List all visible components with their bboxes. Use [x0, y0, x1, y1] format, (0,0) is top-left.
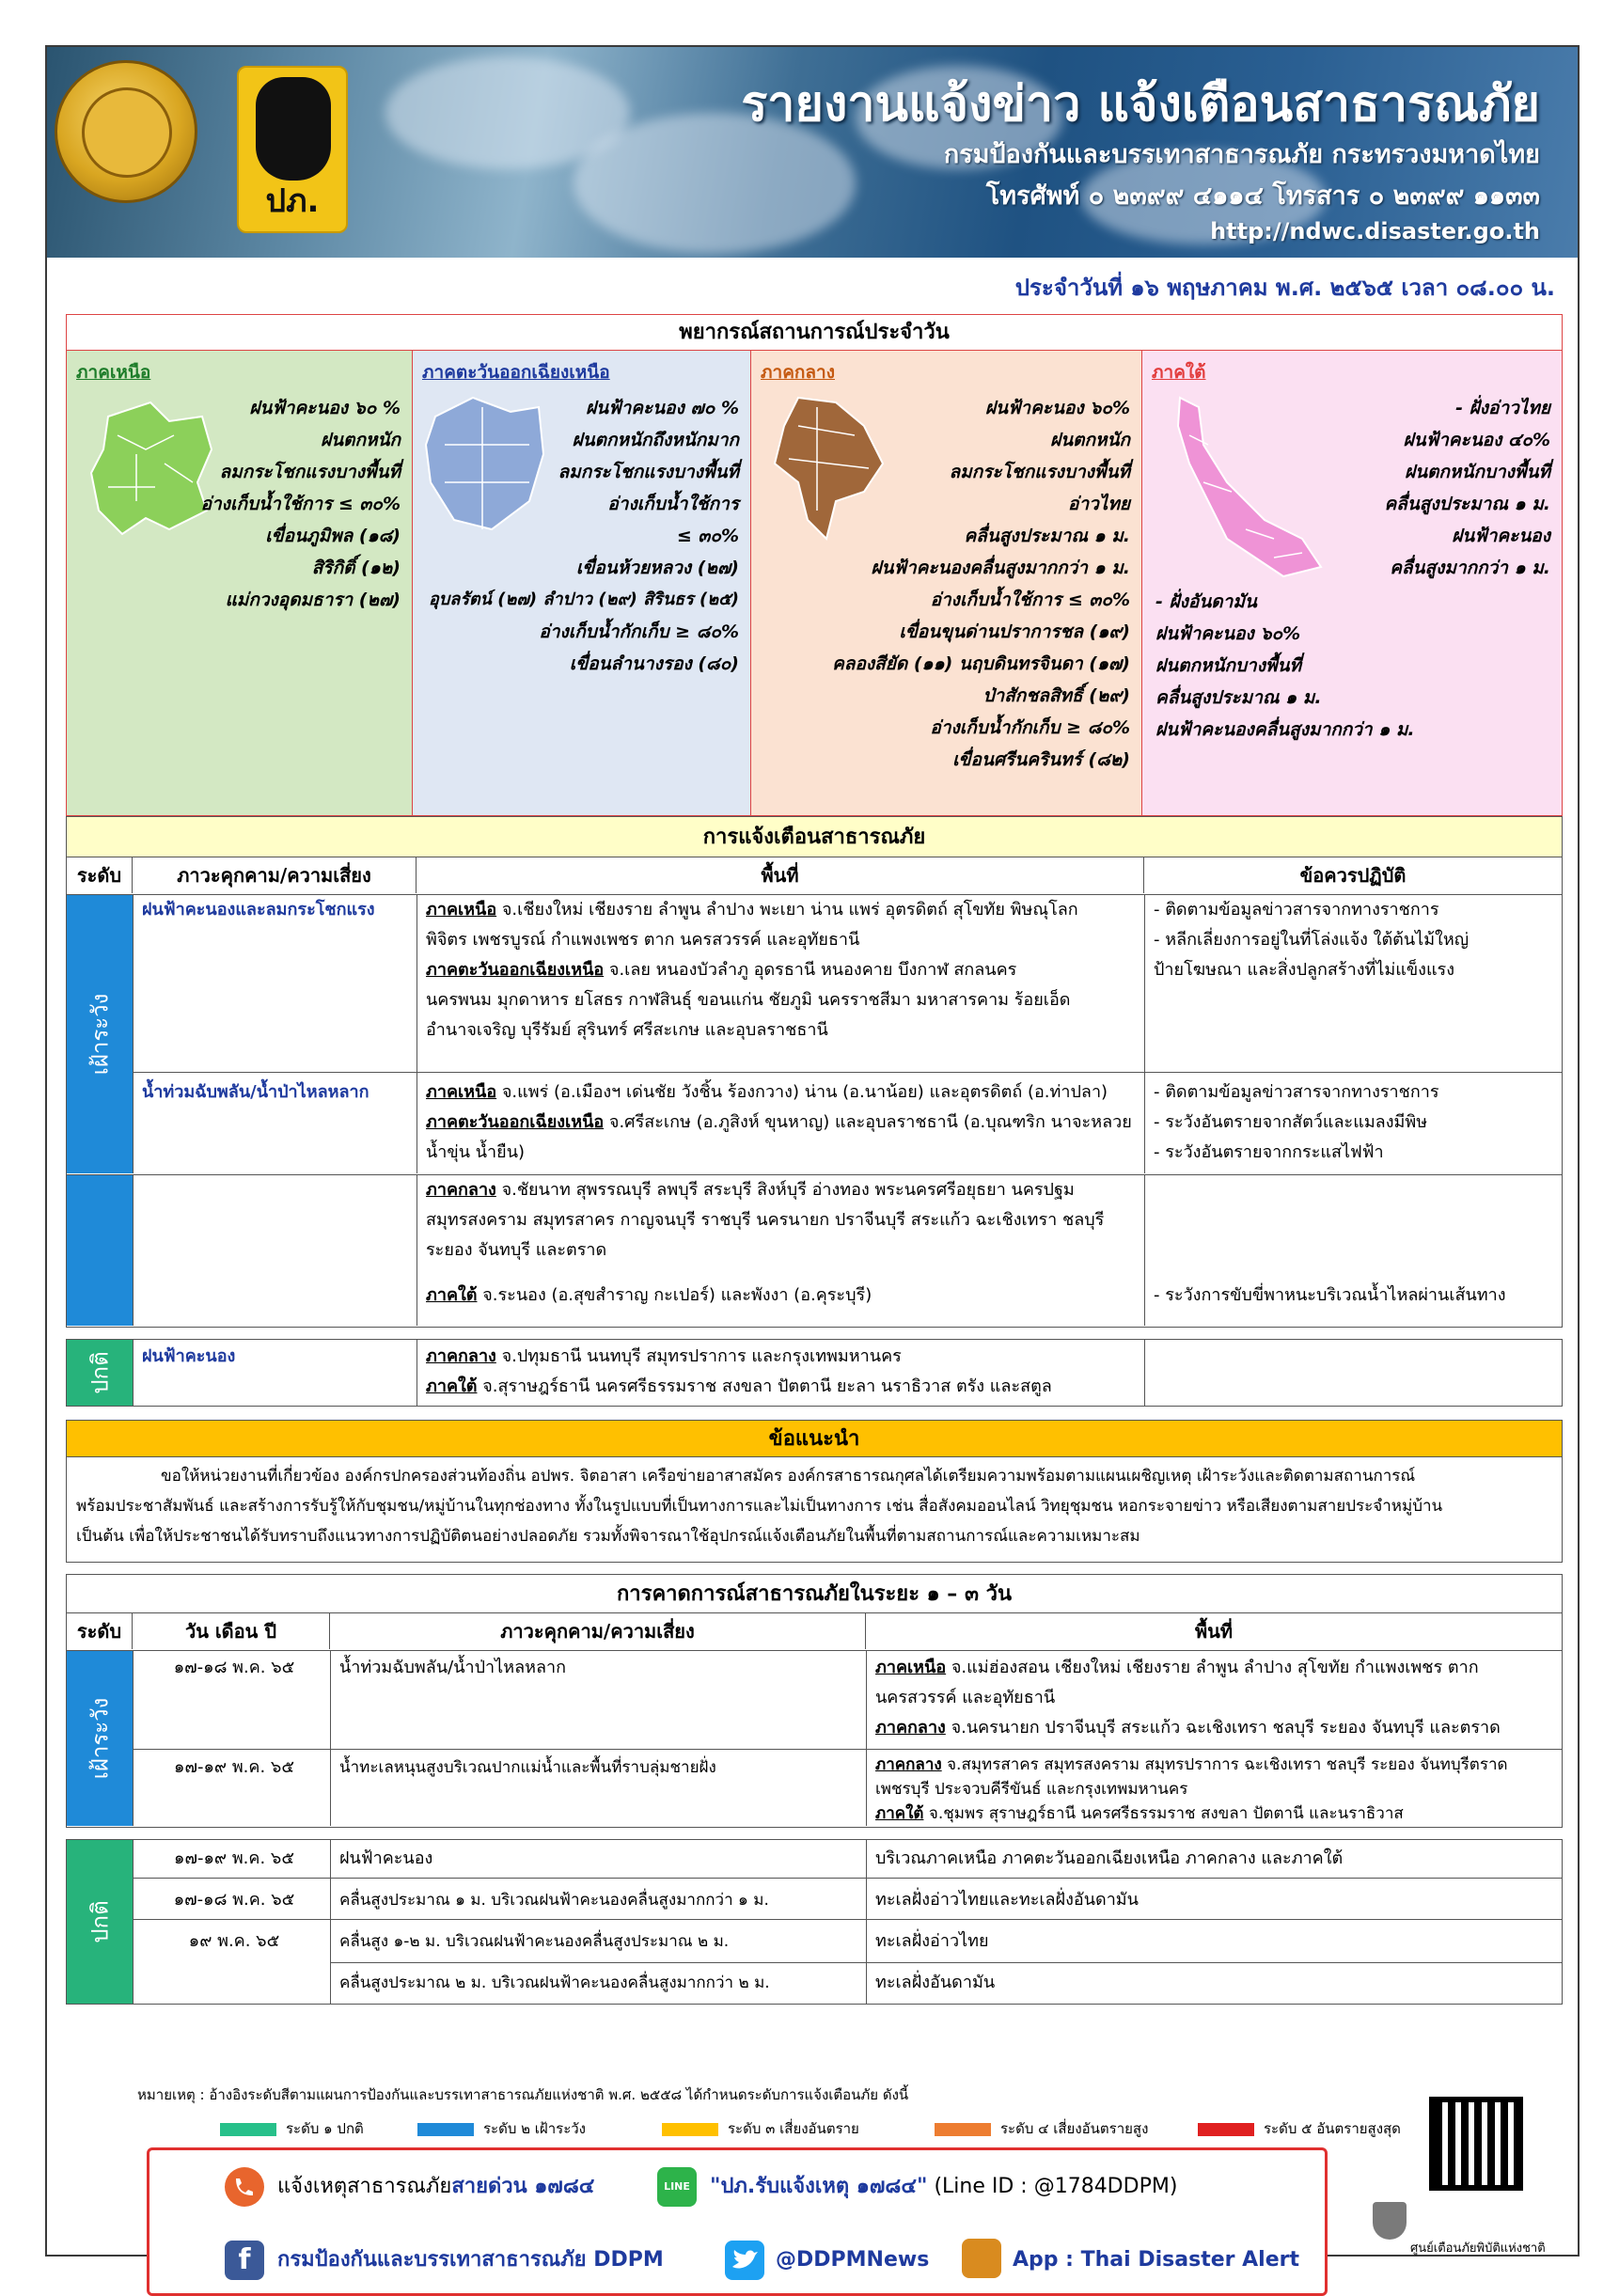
level3-label: ระดับ ๓ เสี่ยงอันตราย — [728, 2120, 859, 2137]
level2-label: ระดับ ๒ เฝ้าระวัง — [483, 2120, 586, 2137]
outlook-normal-area-3: ทะเลฝั่งอ่าวไทย — [875, 1931, 989, 1951]
level1-label: ระดับ ๑ ปกติ — [286, 2120, 364, 2137]
hazard-storm: ฝนฟ้าคะนองและลมกระโชกแรง — [142, 900, 375, 920]
region-north: ภาคเหนือ ฝนฟ้าคะนอง ๖๐ % ฝนตกหนัก ลมกระโชกแรงบางพื้นที่ อ่างเก็บน้ำใช้การ ≤ ๓๐% เขื่อนภูมิพล (๑๘) สิริกิติ์ (๑๒) แม่กวงอุดมธารา (๒๗) — [67, 351, 413, 815]
outlook-normal-level: ปกติ — [67, 1840, 133, 2004]
outlook-area-2: ภาคกลาง จ.สมุทรสาคร สมุทรสงคราม สมุทรปราการ ฉะเชิงเทรา ชลบุรี ระยอง จันทบุรีตราด เพชรบุรี ประจวบคีรีขันธ์ และกรุงเทพมหานคร ภาคใต้ จ.ชุมพร สุราษฎร์ธานี นครศรีธรรมราช สงขลา ปัตตานี และนราธิวาส — [875, 1755, 1508, 1823]
facebook-link[interactable]: กรมป้องกันและบรรเทาสาธารณภัย DDPM — [277, 2248, 664, 2272]
outlook-normal-date-2: ๑๗-๑๘ พ.ค. ๖๕ — [173, 1890, 295, 1910]
central-forecast-lines: ฝนฟ้าคะนอง ๖๐% ฝนตกหนัก ลมกระโชกแรงบางพื้นที่ อ่าวไทย คลื่นสูงประมาณ ๑ ม. ฝนฟ้าคะนองคลื่นสูงมากกว่า ๑ ม. อ่างเก็บน้ำใช้การ ≤ ๓๐% เขื่อนขุนด่านปราการชล (๑๙) คลองสียัด (๑๑) นฤบดินทรจินดา (๑๗) ป่าสักชลสิทธิ์ (๒๙) อ่างเก็บน้ำกักเก็บ ≥ ๘๐% เขื่อนศรีนครินทร์ (๘๒) — [832, 398, 1130, 770]
level5-label: ระดับ ๕ อันตรายสูงสุด — [1264, 2120, 1401, 2137]
outlook-normal-area-4: ทะเลฝั่งอันดามัน — [875, 1973, 996, 1992]
south-gulf-lines: - ฝั่งอ่าวไทย ฝนฟ้าคะนอง ๔๐% ฝนตกหนักบางพื้นที่ คลื่นสูงประมาณ ๑ ม. ฝนฟ้าคะนอง คลื่นสูงมากกว่า ๑ ม. — [1384, 398, 1550, 578]
hazard-flash-flood: น้ำท่วมฉับพลัน/น้ำป่าไหลหลาก — [142, 1082, 369, 1102]
actions-flash-flood-cont: - ระวังการขับขี่พาหนะบริเวณน้ำไหลผ่านเส้นทาง — [1154, 1285, 1506, 1305]
warning-watch-block — [66, 895, 1563, 1175]
outlook-title: การคาดการณ์สาธารณภัยในระยะ ๑ – ๓ วัน — [66, 1574, 1563, 1613]
outlook-header-row: ระดับ วัน เดือน ปี ภาวะคุกคาม/ความเสี่ยง พื้นที่ — [66, 1613, 1563, 1651]
hotline-text[interactable]: แจ้งเหตุสาธารณภัยสายด่วน ๑๗๘๔ — [277, 2175, 595, 2198]
normal-level-cell: ปกติ — [67, 1340, 133, 1406]
level2-swatch — [417, 2123, 474, 2136]
outlook-watch-block — [66, 1651, 1563, 1828]
department-name: กรมป้องกันและบรรเทาสาธารณภัย กระทรวงมหาดไทย — [943, 140, 1540, 169]
level3-swatch — [662, 2123, 718, 2136]
region-central: ภาคกลาง ฝนฟ้าคะนอง ๖๐% ฝนตกหนัก ลมกระโชกแรงบางพื้นที่ อ่าวไทย คลื่นสูงประมาณ ๑ ม. ฝนฟ้าคะนองคลื่นสูงมากกว่า ๑ ม. อ่างเก็บน้ำใช้การ ≤ ๓๐% เขื่อนขุนด่านปราการชล (๑๙) คลองสียัด (๑๑) นฤบดินทรจินดา (๑๗) ป่าสักชลสิทธิ์ (๒๙) อ่างเก็บน้ำกักเก็บ ≥ ๘๐% เขื่อนศรีนครินทร์ (๘๒) — [751, 351, 1142, 815]
outlook-watch-level: เฝ้าระวัง — [67, 1651, 133, 1826]
area-flash-flood-south: ภาคใต้ จ.ระนอง (อ.สุขสำราญ กะเปอร์) และพังงา (อ.คุระบุรี) — [426, 1285, 872, 1305]
header-banner — [47, 47, 1578, 258]
phone-icon — [225, 2167, 264, 2207]
bulletin-title: รายงานแจ้งข่าว แจ้งเตือนสาธารณภัย — [741, 76, 1540, 133]
area-flash-flood: ภาคเหนือ จ.แพร่ (อ.เมืองฯ เด่นชัย วังชิ้น ร้องกวาง) น่าน (อ.นาน้อย) และอุตรดิตถ์ (อ.ท่าปลา) ภาคตะวันออกเฉียงเหนือ จ.ศรีสะเกษ (อ.ภูสิงห์ ขุนหาญ) และอุบลราชธานี (อ.บุณฑริก นาจะหลวย น้ำขุ่น น้ำยืน) — [426, 1082, 1132, 1162]
north-forecast-lines: ฝนฟ้าคะนอง ๖๐ % ฝนตกหนัก ลมกระโชกแรงบางพื้นที่ อ่างเก็บน้ำใช้การ ≤ ๓๐% เขื่อนภูมิพล (๑๘) สิริกิติ์ (๑๒) แม่กวงอุดมธารา (๒๗) — [200, 398, 401, 610]
outlook-normal-date-3: ๑๙ พ.ค. ๖๕ — [188, 1931, 280, 1951]
advice-section — [66, 1420, 1563, 1563]
website-url[interactable]: http://ndwc.disaster.go.th — [1210, 218, 1540, 244]
line-icon: LINE — [657, 2167, 697, 2207]
outlook-date-1: ๑๗-๑๘ พ.ค. ๖๕ — [173, 1658, 295, 1677]
watch-level-cell: เฝ้าระวัง — [67, 895, 133, 1173]
qr-code[interactable] — [1429, 2097, 1523, 2191]
outlook-hazard-2: น้ำทะเลหนุนสูงบริเวณปากแม่น้ำและพื้นที่ราบลุ่มชายฝั่ง — [339, 1758, 716, 1777]
area-normal-storm: ภาคกลาง จ.ปทุมธานี นนทบุรี สมุทรปราการ และกรุงเทพมหานคร ภาคใต้ จ.สุราษฎร์ธานี นครศรีธรรมราช สงขลา ปัตตานี ยะลา นราธิวาส ตรัง และสตูล — [426, 1346, 1052, 1396]
legend-items — [220, 2117, 1442, 2140]
warning-normal-block — [66, 1339, 1563, 1407]
outlook-area-1: ภาคเหนือ จ.แม่ฮ่องสอน เชียงใหม่ เชียงราย ลำพูน ลำปาง สุโขทัย กำแพงเพชร ตาก นครสวรรค์ และอุทัยธานี ภาคกลาง จ.นครนายก ปราจีนบุรี สระแก้ว ฉะเชิงเทรา ชลบุรี ระยอง จันทบุรี และตราด — [875, 1658, 1501, 1738]
region-northeast: ภาคตะวันออกเฉียงเหนือ ฝนฟ้าคะนอง ๗๐ % ฝนตกหนักถึงหนักมาก ลมกระโชกแรงบางพื้นที่ อ่างเก็บน้ำใช้การ ≤ ๓๐% เขื่อนห้วยหลวง (๒๗) อุบลรัตน์ (๒๗) ลำปาว (๒๙) สิรินธร (๒๕) อ่างเก็บน้ำกักเก็บ ≥ ๘๐% เขื่อนลำนางรอง (๘๐) — [413, 351, 751, 815]
app-name[interactable]: App : Thai Disaster Alert — [1013, 2248, 1299, 2272]
issue-date: ประจำวันที่ ๑๖ พฤษภาคม พ.ศ. ๒๕๖๕ เวลา ๐๘.๐๐ น. — [1014, 275, 1555, 301]
ndwc-logo — [1373, 2202, 1407, 2240]
warning-section — [66, 816, 1563, 1175]
line-contact[interactable]: "ปภ.รับแจ้งเหตุ ๑๗๘๔" (Line ID : @1784DDPM) — [710, 2175, 1178, 2198]
forecast-title: พยากรณ์สถานการณ์ประจำวัน — [67, 315, 1562, 351]
hazard-normal-storm: ฝนฟ้าคะนอง — [142, 1346, 236, 1366]
outlook-normal-area-2: ทะเลฝั่งอ่าวไทยและทะเลฝั่งอันดามัน — [875, 1890, 1139, 1910]
twitter-icon — [725, 2241, 764, 2280]
daily-forecast — [66, 314, 1563, 816]
level1-swatch — [220, 2123, 276, 2136]
south-map — [1161, 388, 1330, 586]
outlook-normal-hazard-3: คลื่นสูง ๑-๒ ม. บริเวณฝนฟ้าคะนองคลื่นสูงประมาณ ๒ ม. — [339, 1932, 730, 1951]
warning-watch-cont — [66, 1175, 1563, 1328]
level4-label: ระดับ ๔ เสี่ยงอันตรายสูง — [1000, 2120, 1149, 2137]
advice-title: ข้อแนะนำ — [66, 1420, 1563, 1457]
warning-title: การแจ้งเตือนสาธารณภัย — [66, 816, 1563, 857]
advice-body: ขอให้หน่วยงานที่เกี่ยวข้อง องค์กรปกครองส่วนท้องถิ่น อปพร. จิตอาสา เครือข่ายอาสาสมัคร องค์กรสาธารณกุศลได้เตรียมความพร้อมตามแผนเผชิญเหตุ เฝ้าระวังและติดตามสถานการณ์ พร้อมประชาสัมพันธ์ และสร้างการรับรู้ให้กับชุมชน/หมู่บ้านในทุกช่องทาง ทั้งในรูปแบบที่เป็นทางการและไม่เป็นทางการ เช่น สื่อสังคมออนไลน์ วิทยุชุมชน หอกระจายข่าว หรือเสียงตามสายประจำหมู่บ้าน เป็นต้น เพื่อให้ประชาชนได้รับทราบถึงแนวทางการปฏิบัติตนอย่างปลอดภัย รวมทั้งพิจารณาใช้อุปกรณ์แจ้งเตือนภัยในพื้นที่ตามสถานการณ์และความเหมาะสม — [66, 1457, 1563, 1563]
area-storm: ภาคเหนือ จ.เชียงใหม่ เชียงราย ลำพูน ลำปาง พะเยา น่าน แพร่ อุตรดิตถ์ สุโขทัย พิษณุโลก พิจิตร เพชรบูรณ์ กำแพงเพชร ตาก นครสวรรค์ และอุทัยธานี ภาคตะวันออกเฉียงเหนือ จ.เลย หนองบัวลำภู อุดรธานี หนองคาย บึงกาฬ สกลนคร นครพนม มุกดาหาร ยโสธร กาฬสินธุ์ ขอนแก่น ชัยภูมิ นครราชสีมา มหาสารคาม ร้อยเอ็ด อำนาจเจริญ บุรีรัมย์ สุรินทร์ ศรีสะเกษ และอุบลราชธานี — [426, 900, 1078, 1040]
contact-box — [147, 2147, 1328, 2296]
northeast-forecast-lines: ฝนฟ้าคะนอง ๗๐ % ฝนตกหนักถึงหนักมาก ลมกระโชกแรงบางพื้นที่ อ่างเก็บน้ำใช้การ ≤ ๓๐% เขื่อนห้วยหลวง (๒๗) อุบลรัตน์ (๒๗) ลำปาว (๒๙) สิรินธร (๒๕) อ่างเก็บน้ำกักเก็บ ≥ ๘๐% เขื่อนลำนางรอง (๘๐) — [429, 398, 739, 674]
interior-ministry-emblem — [55, 60, 197, 203]
ndwc-name: ศูนย์เตือนภัยพิบัติแห่งชาติ — [1410, 2241, 1546, 2256]
actions-flash-flood: - ติดตามข้อมูลข่าวสารจากทางราชการ - ระวังอันตรายจากสัตว์และแมลงมีพิษ - ระวังอันตรายจากกระแสไฟฟ้า — [1154, 1082, 1439, 1162]
region-south: ภาคใต้ - ฝั่งอ่าวไทย ฝนฟ้าคะนอง ๔๐% ฝนตกหนักบางพื้นที่ คลื่นสูงประมาณ ๑ ม. ฝนฟ้าคะนอง คลื่นสูงมากกว่า ๑ ม. - ฝั่งอันดามัน ฝนฟ้าคะนอง ๖๐% ฝนตกหนักบางพื้นที่ คลื่นสูงประมาณ ๑ ม. ฝนฟ้าคะนองคลื่นสูงมากกว่า ๑ ม. — [1142, 351, 1562, 815]
outlook-normal-hazard-2: คลื่นสูงประมาณ ๑ ม. บริเวณฝนฟ้าคะนองคลื่นสูงมากกว่า ๑ ม. — [339, 1891, 769, 1910]
warning-header-row: ระดับ ภาวะคุกคาม/ความเสี่ยง พื้นที่ ข้อควรปฏิบัติ — [66, 857, 1563, 895]
phone-fax: โทรศัพท์ ๐ ๒๓๙๙ ๔๑๑๔ โทรสาร ๐ ๒๓๙๙ ๑๑๓๓ — [985, 181, 1540, 211]
level5-swatch — [1198, 2123, 1254, 2136]
level4-swatch — [935, 2123, 991, 2136]
ddpm-logo: ปภ. — [237, 66, 348, 233]
outlook-normal-date-1: ๑๗-๑๙ พ.ค. ๖๕ — [174, 1848, 294, 1868]
outlook-date-2: ๑๗-๑๙ พ.ค. ๖๕ — [174, 1757, 294, 1777]
actions-storm: - ติดตามข้อมูลข่าวสารจากทางราชการ - หลีกเลี่ยงการอยู่ในที่โล่งแจ้ง ใต้ต้นไม้ใหญ่ ป้ายโฆษณา และสิ่งปลูกสร้างที่ไม่แข็งแรง — [1154, 900, 1470, 980]
legend-note: หมายเหตุ : อ้างอิงระดับสีตามแผนการป้องกันและบรรเทาสาธารณภัยแห่งชาติ พ.ศ. ๒๕๕๘ ได้กำหนดระดับการแจ้งเตือนภัย ดังนี้ — [137, 2086, 909, 2103]
outlook-section — [66, 1574, 1563, 2005]
south-andaman-lines: - ฝั่งอันดามัน ฝนฟ้าคะนอง ๖๐% ฝนตกหนักบางพื้นที่ คลื่นสูงประมาณ ๑ ม. ฝนฟ้าคะนองคลื่นสูงมากกว่า ๑ ม. — [1155, 591, 1415, 740]
twitter-handle[interactable]: @DDPMNews — [776, 2248, 930, 2272]
bulletin-page — [45, 45, 1580, 2257]
facebook-icon: f — [225, 2241, 264, 2280]
area-storm-central: ภาคกลาง จ.ชัยนาท สุพรรณบุรี ลพบุรี สระบุรี สิงห์บุรี อ่างทอง พระนครศรีอยุธยา นครปฐม สมุทรสงคราม สมุทรสาคร กาญจนบุรี ราชบุรี นครนายก ปราจีนบุรี สระแก้ว ฉะเชิงเทรา ชลบุรี ระยอง จันทบุรี และตราด — [426, 1180, 1105, 1260]
outlook-normal-hazard-1: ฝนฟ้าคะนอง — [339, 1848, 433, 1868]
north-map — [80, 398, 221, 539]
app-icon — [962, 2239, 1001, 2278]
outlook-normal-block — [66, 1839, 1563, 2005]
outlook-normal-hazard-4: คลื่นสูงประมาณ ๒ ม. บริเวณฝนฟ้าคะนองคลื่นสูงมากกว่า ๒ ม. — [339, 1974, 770, 1992]
outlook-hazard-1: น้ำท่วมฉับพลัน/น้ำป่าไหลหลาก — [339, 1658, 566, 1677]
outlook-normal-area-1: บริเวณภาคเหนือ ภาคตะวันออกเฉียงเหนือ ภาคกลาง และภาคใต้ — [875, 1848, 1344, 1868]
